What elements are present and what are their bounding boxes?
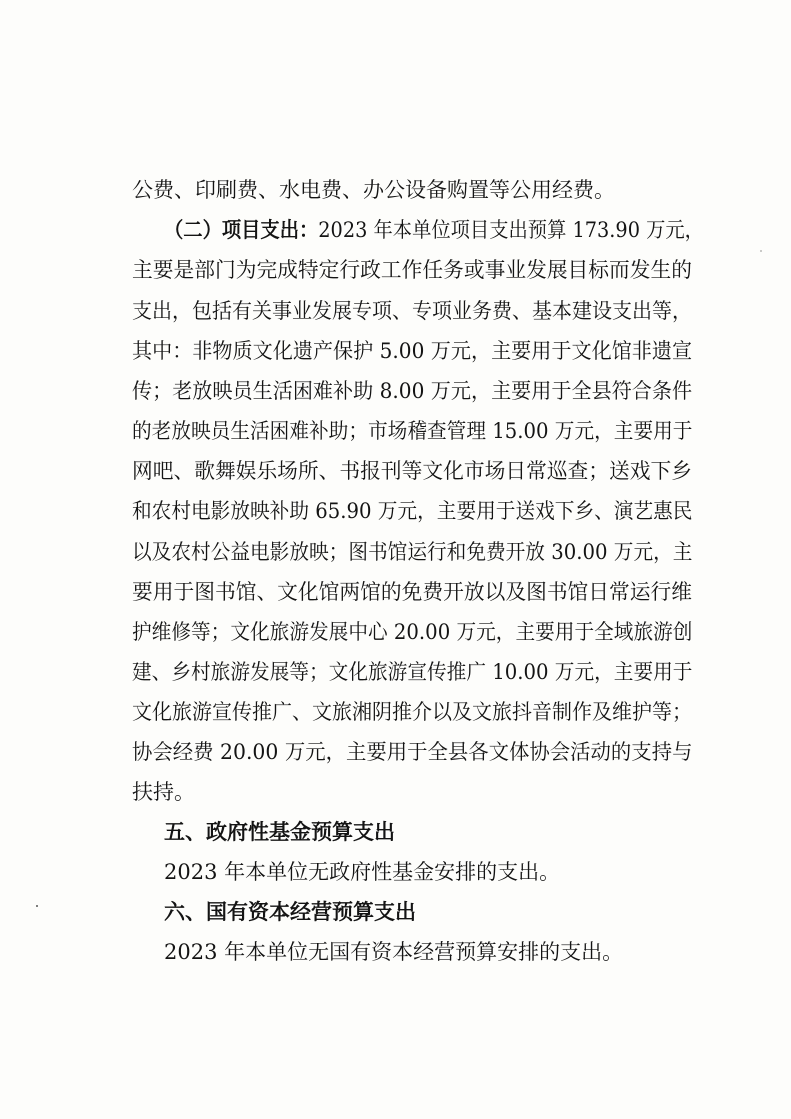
section-5-text: 2023 年本单位无政府性基金安排的支出。	[164, 860, 561, 884]
section-6-heading: 六、国有资本经营预算支出	[164, 900, 416, 924]
body-line-5: 其中：非物质文化遗产保护 5.00 万元，主要用于文化馆非遗宣	[132, 339, 693, 363]
body-line-1: 公费、印刷费、水电费、办公设备购置等公用经费。	[132, 178, 615, 202]
scan-speck	[760, 250, 762, 252]
body-line-15: 协会经费 20.00 万元，主要用于全县各文体协会活动的支持与	[132, 740, 693, 764]
project-expense-intro: 2023 年本单位项目支出预算 173.90 万元，	[318, 218, 704, 242]
body-line-6: 传；老放映员生活困难补助 8.00 万元，主要用于全县符合条件	[132, 379, 693, 403]
body-line-13: 建、乡村旅游发展等；文化旅游宣传推广 10.00 万元，主要用于	[132, 660, 693, 684]
body-line-8: 网吧、歌舞娱乐场所、书报刊等文化市场日常巡查；送戏下乡	[132, 459, 692, 483]
body-line-11: 要用于图书馆、文化馆两馆的免费开放以及图书馆日常运行维	[132, 580, 692, 604]
body-line-12: 护维修等；文化旅游发展中心 20.00 万元，主要用于全域旅游创	[132, 620, 693, 644]
body-line-4: 支出，包括有关事业发展专项、专项业务费、基本建设支出等，	[132, 299, 692, 323]
project-expense-line	[164, 217, 704, 243]
body-line-3: 主要是部门为完成特定行政工作任务或事业发展目标而发生的	[132, 258, 692, 282]
project-expense-heading: （二）项目支出：	[164, 218, 319, 242]
body-line-10: 以及农村公益电影放映；图书馆运行和免费开放 30.00 万元，主	[132, 540, 693, 564]
section-6-text: 2023 年本单位无国有资本经营预算安排的支出。	[164, 940, 624, 964]
body-line-7: 的老放映员生活困难补助；市场稽查管理 15.00 万元，主要用于	[132, 419, 693, 443]
body-line-14: 文化旅游宣传推广、文旅湘阴推介以及文旅抖音制作及维护等；	[132, 700, 692, 724]
section-5-heading: 五、政府性基金预算支出	[164, 820, 395, 844]
body-line-16: 扶持。	[132, 780, 195, 804]
body-line-9: 和农村电影放映补助 65.90 万元，主要用于送戏下乡、演艺惠民	[132, 499, 693, 523]
scan-speck	[36, 905, 38, 907]
